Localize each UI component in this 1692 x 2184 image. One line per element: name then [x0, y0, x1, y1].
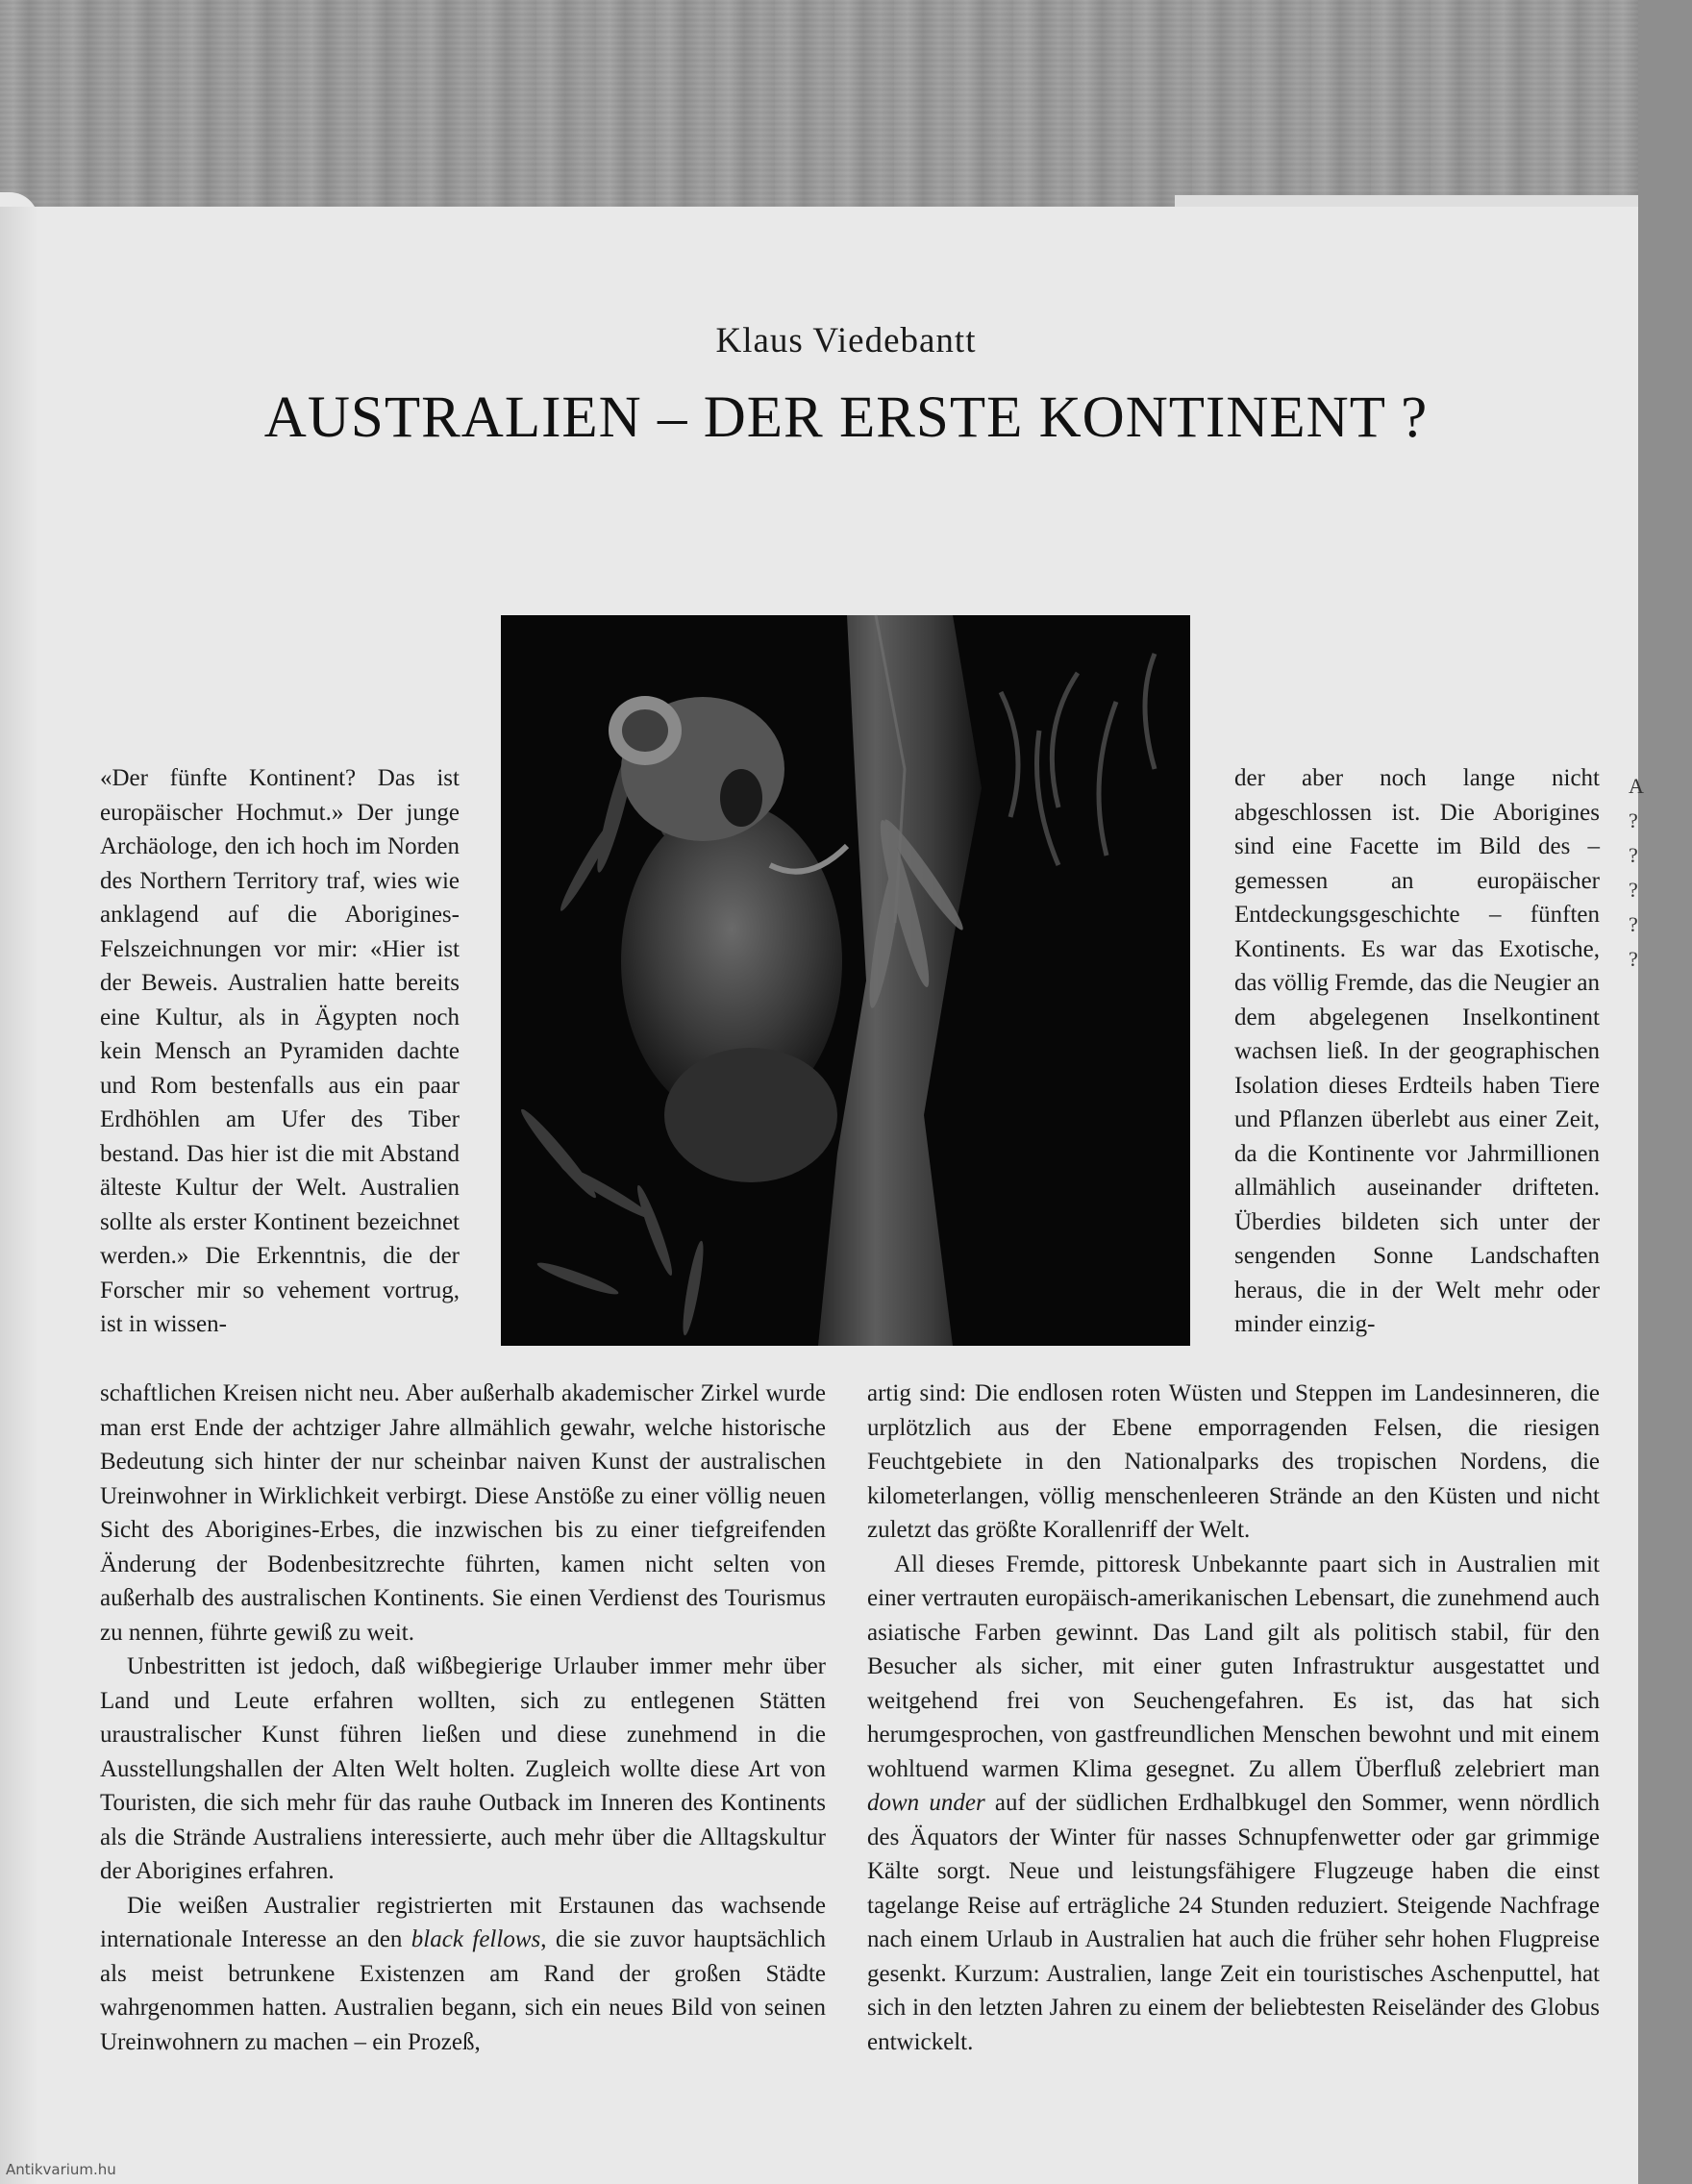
margin-glyph: ? — [1629, 947, 1638, 971]
intro-paragraph: «Der fünfte Kontinent? Das ist europäischer Hochmut.» Der junge Archäologe, den ich hoch im Norden des Northern Territory traf, wies wie anklagend auf die Aborigines-Felszeichnungen vor mir: «Hier ist der Beweis. Australien hatte bereits eine Kultur, als in Ägypten noch kein Mensch an Pyramiden dachte und Rom bestenfalls aus ein paar Erdhöhlen am Ufer des Tiber bestand. Das hier ist die mit Abstand älteste Kultur der Welt. Australien sollte als erster Kontinent bezeichnet werden.» Die Erkenntnis, die der Forscher mir so vehement vortrug, ist in wissen- — [100, 765, 460, 1337]
margin-glyph: ? — [1629, 912, 1638, 936]
text-run: , die sie zuvor hauptsächlich als meist betrunkene Existenzen am Rand der großen Städte wahrgenommen hatten. Australien begann, sich ein neues Bild von seinen Ureinwohnern zu machen – ein Prozeß, — [100, 1926, 826, 2055]
article-title: AUSTRALIEN – DER ERSTE KONTINENT ? — [263, 385, 1429, 450]
next-page-margin — [1629, 769, 1644, 977]
watermark: Antikvarium.hu — [6, 2161, 116, 2178]
margin-glyph: A — [1629, 774, 1644, 798]
koala-illustration — [501, 615, 1190, 1346]
paragraph-academic: schaftlichen Kreisen nicht neu. Aber außerhalb akademischer Zirkel wurde man erst Ende der achtziger Jahre allmählich gewahr, welche historische Bedeutung sich hinter der nur scheinbar naiven Kunst der australischen Ureinwohner in Wirklichkeit verbirgt. Diese Anstöße zu einer völlig neuen Sicht des Aborigines-Erbes, die inzwischen bis zu einer tiefgreifenden Änderung der Bodenbesitzrechte führten, kamen nicht selten von außerhalb des australischen Kontinents. Sie einen Verdienst des Tourismus zu nennen, führte gewiß zu weit. — [100, 1380, 826, 1646]
paragraph-black-fellows — [100, 1889, 826, 2060]
paragraph-travel — [867, 1548, 1600, 2060]
text-run: auf der südlichen Erdhalbkugel den Sommer, wenn nördlich des Äquators der Winter für nasses Schnupfenwetter oder gar grimmige Kälte sorgt. Neue und leistungsfähigere Flugzeuge haben die einst tagelange Reise auf erträgliche 24 Stunden reduziert. Steigende Nachfrage nach einem Urlaub in Australien hat auch die früher sehr hohen Flugpreise gesenkt. Kurzum: Australien, lange Zeit ein touristisches Aschenputtel, hat sich in den letzten Jahren zu einem der beliebtesten Reiseländer des Globus entwickelt. — [867, 1790, 1600, 2055]
paragraph-tourists: Unbestritten ist jedoch, daß wißbegierige Urlauber immer mehr über Land und Leute erfahren wollten, sich zu entlegenen Stätten uraustralischer Kunst führen ließen und diese zunehmend in die Ausstellungshallen der Alten Welt holten. Zugleich wollte diese Art von Touristen, die sich mehr für das rauhe Outback im Inneren des Kontinents als die Strände Australiens interessierte, auch mehr über die Alltagskultur der Aborigines erfahren. — [100, 1653, 826, 1884]
page-gutter — [0, 207, 38, 2184]
article-author: Klaus Viedebantt — [715, 321, 977, 360]
koala-photo — [501, 615, 1190, 1346]
column-right-top — [1234, 761, 1600, 1342]
column-left-top — [100, 761, 460, 1342]
italic-term: down under — [867, 1790, 985, 1816]
column-right-bottom — [867, 1377, 1600, 2059]
text-run: All dieses Fremde, pittoresk Unbekannte paart sich in Australien mit einer vertrauten europäisch-amerikanischen Lebensart, die zunehmend auch asiatische Farben gewinnt. Das Land gilt als politisch stabil, für den Besucher als sicher, mit einer guten Infrastruktur ausgestattet und weitgehend frei von Seuchengefahren. Es ist, das hat sich herumgesprochen, von gastfreundlichen Menschen bewohnt und mit einem wohltuend warmen Klima gesegnet. Zu allem Überfluß zelebriert man — [867, 1551, 1600, 1782]
right-paragraph-top: der aber noch lange nicht abgeschlossen ist. Die Aborigines sind eine Facette im Bild des – gemessen an europäischer Entdeckungsgeschichte – fünften Kontinents. Es war das Exotische, das völlig Fremde, das die Neugier an dem abgelegenen Inselkontinent wachsen ließ. In der geographischen Isolation dieses Erdteils haben Tiere und Pflanzen überlebt aus einer Zeit, da die Kontinente vor Jahrmillionen allmählich auseinander drifteten. Überdies bildeten sich unter der sengenden Sonne Landschaften heraus, die in der Welt mehr oder minder einzig- — [1234, 765, 1600, 1337]
margin-glyph: ? — [1629, 843, 1638, 867]
margin-glyph: ? — [1629, 878, 1638, 902]
italic-term: black fellows — [411, 1926, 541, 1952]
paragraph-landscapes: artig sind: Die endlosen roten Wüsten und Steppen im Landesinneren, die urplötzlich aus der Ebene emporragenden Felsen, die riesigen Feuchtgebiete in den Nationalparks des tropischen Nordens, die kilometerlangen, völlig menschenleeren Strände an den Küsten und nicht zuletzt das größte Korallenriff der Welt. — [867, 1380, 1600, 1543]
text-run: Die weißen Australier registrierten mit Erstaunen das wachsende internationale Interesse an den — [100, 1892, 826, 1952]
margin-glyph: ? — [1629, 808, 1638, 832]
column-left-bottom — [100, 1377, 826, 2059]
